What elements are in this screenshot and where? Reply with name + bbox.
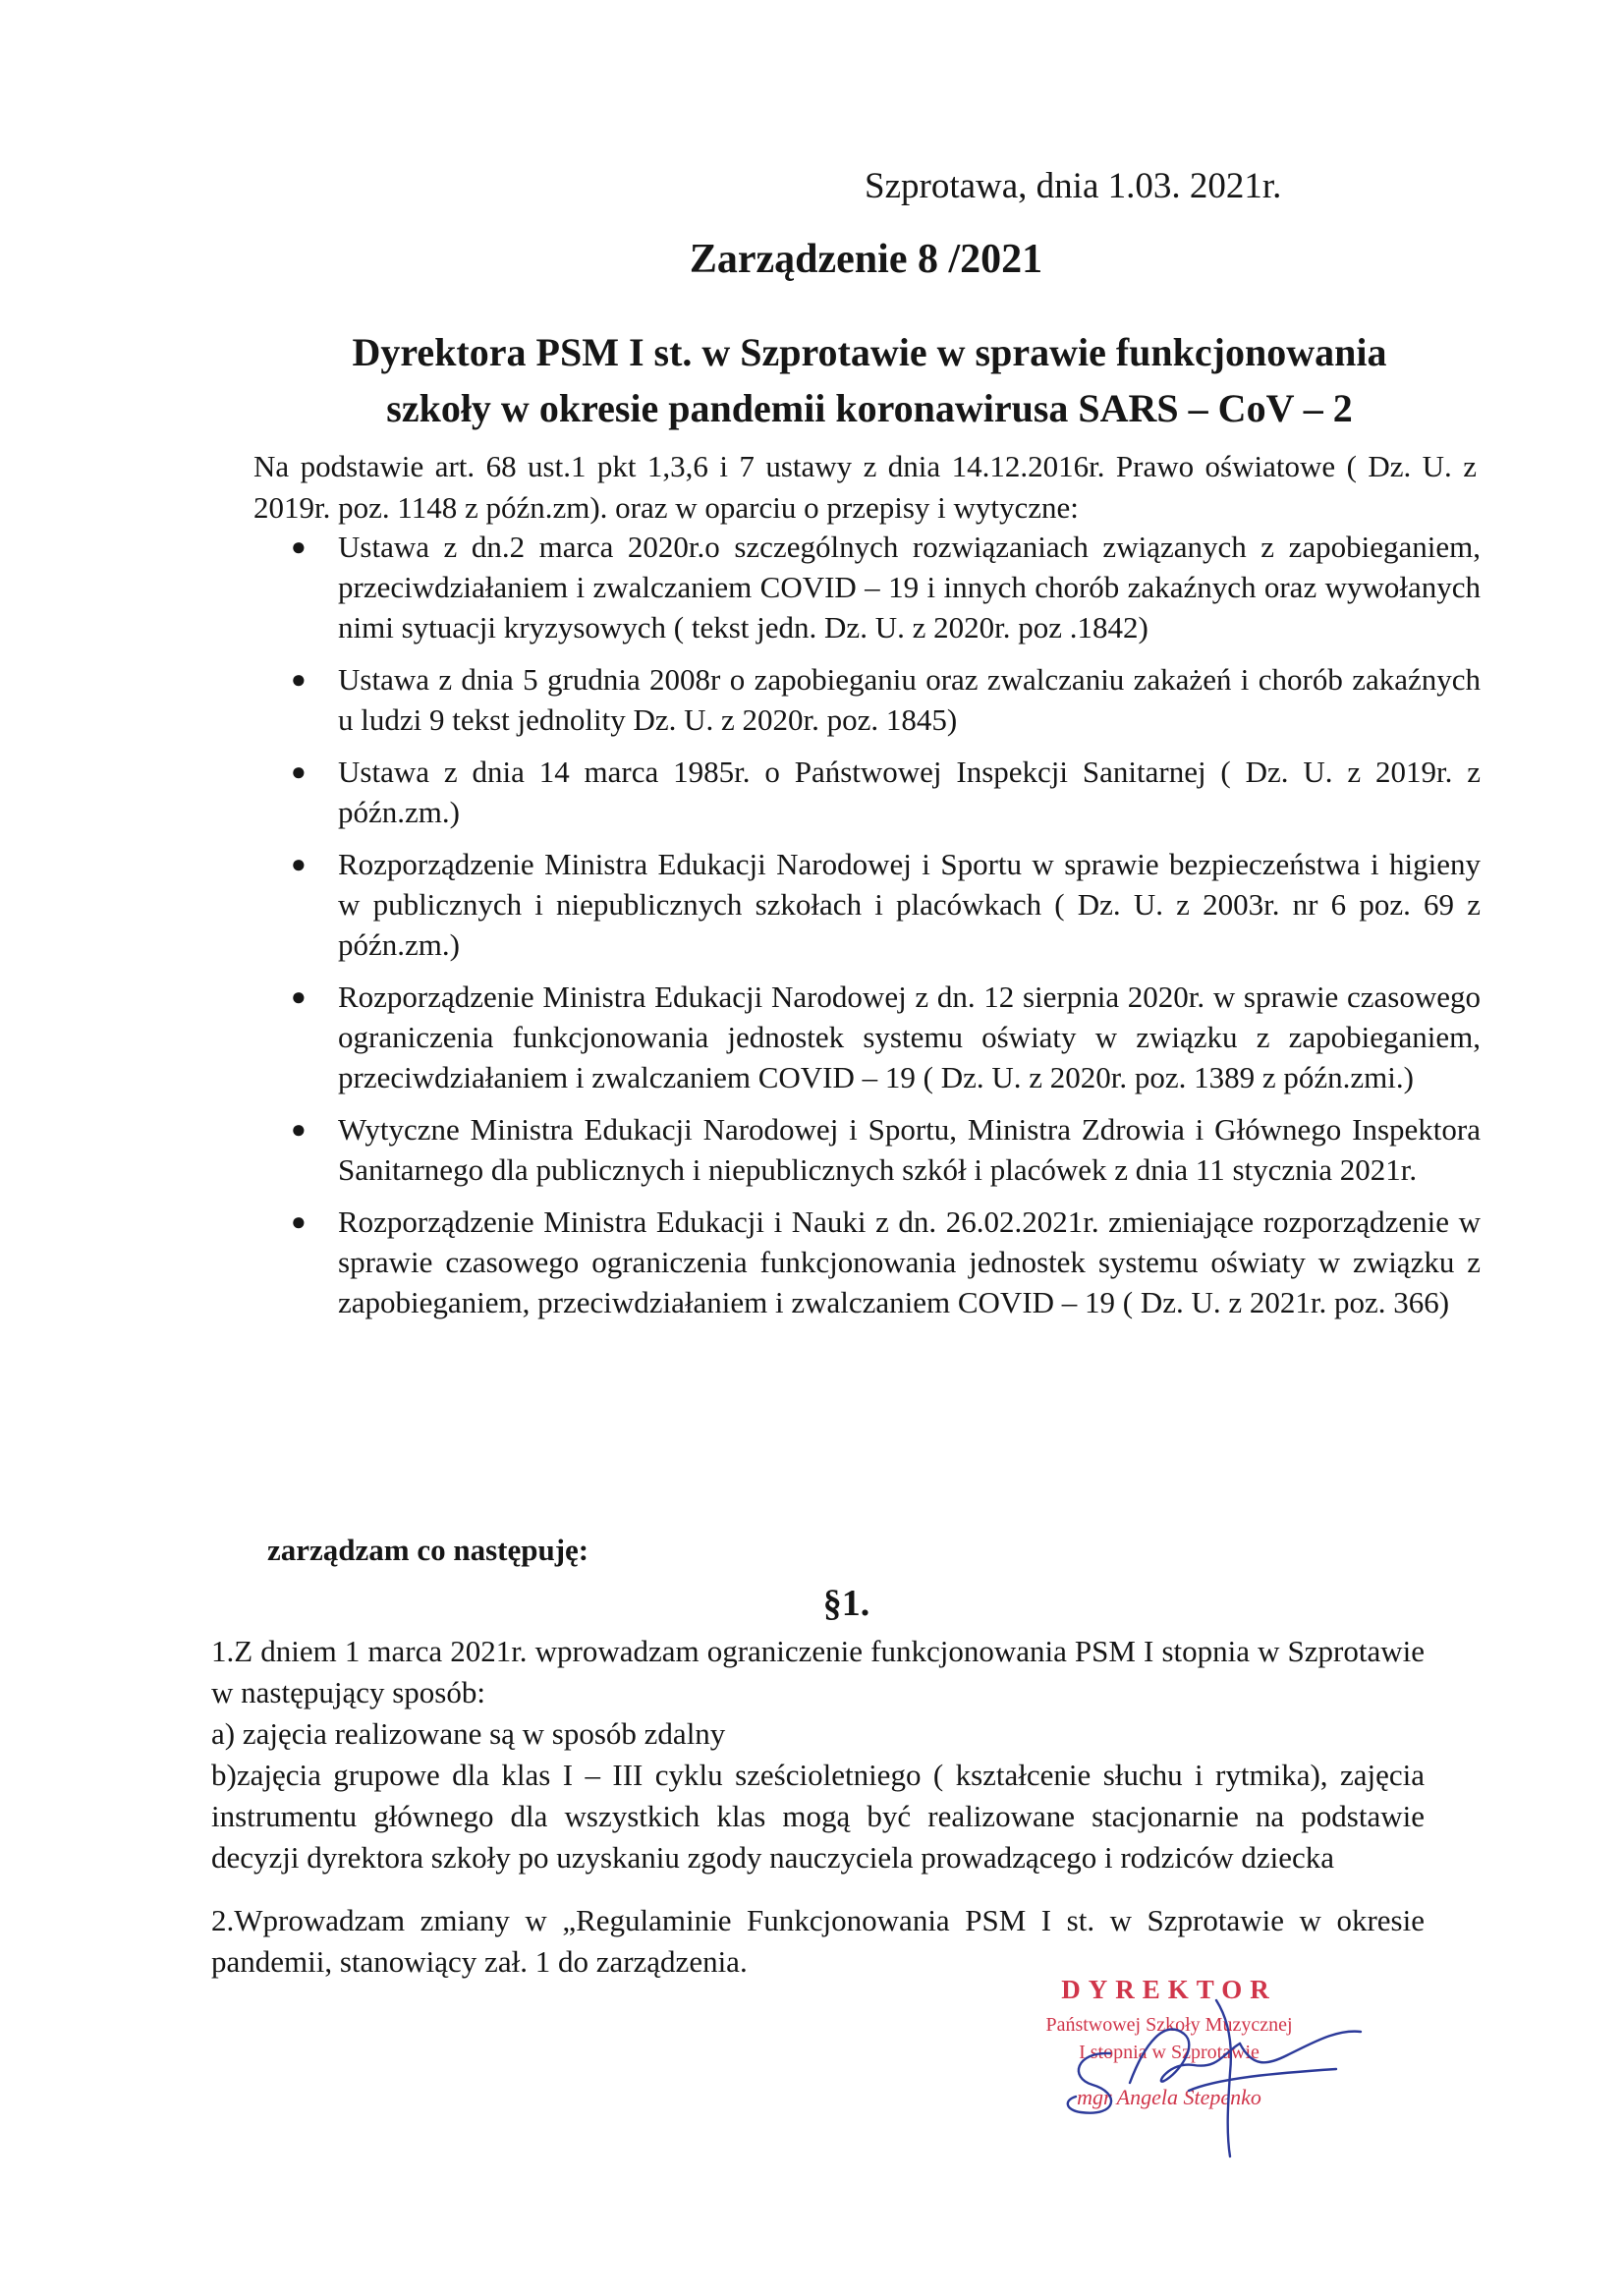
stamp-name: mgr Angela Stepenko: [1077, 2085, 1261, 2109]
date-line: Szprotawa, dnia 1.03. 2021r.: [865, 166, 1282, 206]
bullet-icon: ●: [291, 1115, 307, 1144]
paragraph-1b: b)zajęcia grupowe dla klas I – III cyklu sześcioletniego ( kształcenie słuchu i rytmika), zajęcia instrumentu głównego dla wszystkich klas mogą być realizowane stacjonarnie na podstawie decyzji dyrektora szkoły po uzyskaniu zgody nauczyciela prowadzącego i rodziców dziecka: [211, 1758, 1425, 1875]
bullet-icon: ●: [291, 850, 307, 878]
section-body: [211, 1631, 1425, 1983]
legal-basis-list: [277, 527, 1481, 1334]
bullet-icon: ●: [291, 757, 307, 786]
ordinance-title: Zarządzenie 8 /2021: [689, 237, 1043, 282]
bullet-icon: ●: [291, 532, 307, 561]
ordinance-subject: [285, 324, 1454, 436]
handwritten-signature-icon: [982, 1975, 1395, 2161]
bullet-icon: ●: [291, 665, 307, 694]
paragraph-1a: a) zajęcia realizowane są w sposób zdalny: [211, 1716, 726, 1751]
subject-line-2: szkoły w okresie pandemii koronawirusa SARS – CoV – 2: [386, 386, 1353, 430]
list-item: [277, 1109, 1481, 1190]
section-heading: §1.: [822, 1583, 870, 1624]
list-item-text: Rozporządzenie Ministra Edukacji Narodowej z dn. 12 sierpnia 2020r. w sprawie czasowego ograniczenia funkcjonowania jednostek systemu oświaty w związku z zapobieganiem, przeciwdziałaniem i zwalczaniem COVID – 19 ( Dz. U. z 2020r. poz. 1389 z późn.zmi.): [338, 980, 1481, 1094]
bullet-icon: ●: [291, 982, 307, 1011]
decree-phrase: zarządzam co następuję:: [267, 1533, 589, 1567]
list-item: [277, 977, 1481, 1097]
paragraph-1: 1.Z dniem 1 marca 2021r. wprowadzam ograniczenie funkcjonowania PSM I stopnia w Szprotawie w następujący sposób:: [211, 1634, 1425, 1709]
list-item-text: Ustawa z dnia 5 grudnia 2008r o zapobieganiu oraz zwalczaniu zakażeń i chorób zakaźnych u ludzi 9 tekst jednolity Dz. U. z 2020r. poz. 1845): [338, 662, 1481, 737]
stamp-line-1: Państwowej Szkoły Muzycznej: [1045, 2014, 1293, 2036]
list-item-text: Rozporządzenie Ministra Edukacji i Nauki z dn. 26.02.2021r. zmieniające rozporządzenie w sprawie czasowego ograniczenia funkcjonowania jednostek systemu oświaty w związku z zapobieganiem, przeciwdziałaniem i zwalczaniem COVID – 19 ( Dz. U. z 2021r. poz. 366): [338, 1204, 1481, 1319]
list-item-text: Ustawa z dn.2 marca 2020r.o szczególnych rozwiązaniach związanych z zapobieganiem, przeciwdziałaniem i zwalczaniem COVID – 19 i innych chorób zakaźnych oraz wywołanych nimi sytuacji kryzysowych ( tekst jedn. Dz. U. z 2020r. poz .1842): [338, 530, 1481, 644]
intro-paragraph: Na podstawie art. 68 ust.1 pkt 1,3,6 i 7 ustawy z dnia 14.12.2016r. Prawo oświatowe ( Dz. U. z 2019r. poz. 1148 z późn.zm). oraz w oparciu o przepisy i wytyczne:: [253, 449, 1477, 525]
list-item-text: Rozporządzenie Ministra Edukacji Narodowej i Sportu w sprawie bezpieczeństwa i higieny w publicznych i niepublicznych szkołach i placówkach ( Dz. U. z 2003r. nr 6 poz. 69 z późn.zm.): [338, 847, 1481, 962]
list-item: [277, 659, 1481, 740]
bullet-icon: ●: [291, 1207, 307, 1236]
stamp-title: DYREKTOR: [1061, 1975, 1277, 2004]
stamp-line-2: I stopnia w Szprotawie: [1079, 2042, 1260, 2063]
director-stamp: [982, 1975, 1395, 2161]
list-item: [277, 1202, 1481, 1322]
list-item: [277, 844, 1481, 965]
list-item: [277, 527, 1481, 647]
list-item-text: Ustawa z dnia 14 marca 1985r. o Państwowej Inspekcji Sanitarnej ( Dz. U. z 2019r. z późn.zm.): [338, 755, 1481, 829]
subject-line-1: Dyrektora PSM I st. w Szprotawie w sprawie funkcjonowania: [352, 330, 1387, 374]
list-item-text: Wytyczne Ministra Edukacji Narodowej i Sportu, Ministra Zdrowia i Głównego Inspektora Sanitarnego dla publicznych i niepublicznych szkół i placówek z dnia 11 stycznia 2021r.: [338, 1112, 1481, 1187]
list-item: [277, 752, 1481, 832]
paragraph-2: 2.Wprowadzam zmiany w „Regulaminie Funkcjonowania PSM I st. w Szprotawie w okresie pandemii, stanowiący zał. 1 do zarządzenia.: [211, 1903, 1425, 1979]
